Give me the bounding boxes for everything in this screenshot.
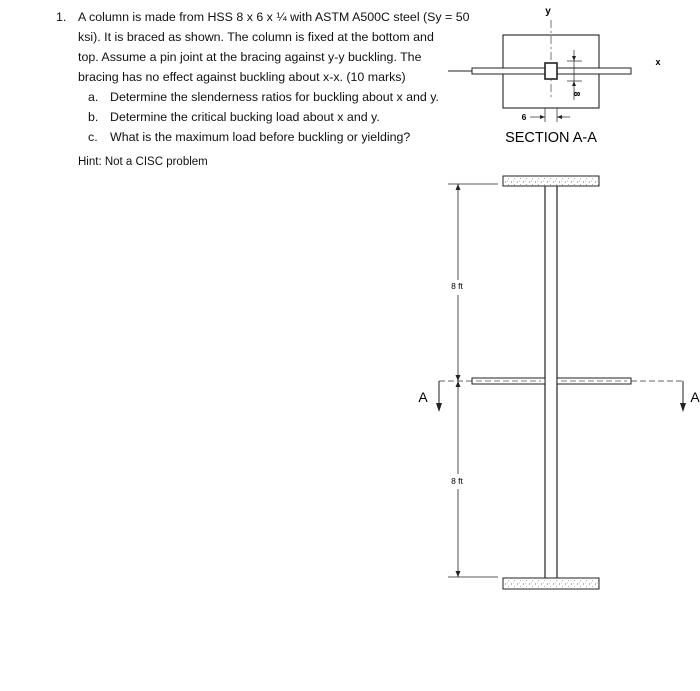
cut-label-left: A: [418, 389, 428, 405]
stem-line: ksi). It is braced as shown. The column is fixed at the bottom and: [78, 30, 434, 44]
depth-label: 8: [572, 91, 582, 97]
part-text: Determine the critical bucking load about x and y.: [110, 110, 380, 124]
lower-length-label: 8 ft: [451, 476, 463, 486]
stem-line: top. Assume a pin joint at the bracing against y-y buckling. The: [78, 50, 422, 64]
upper-length-label: 8 ft: [451, 281, 463, 291]
cut-arrow-left: [436, 403, 442, 412]
stem-line: A column is made from HSS 8 x 6 x ¼ with ASTM A500C steel (Sy = 50: [78, 10, 470, 24]
part-label: c.: [88, 130, 98, 144]
question-number: 1.: [56, 10, 67, 24]
x-axis-label: x: [655, 57, 661, 67]
stem-line: bracing has no effect against buckling about x-x. (10 marks): [78, 70, 406, 84]
hss-section: [545, 63, 557, 79]
y-axis-label: y: [545, 6, 551, 17]
part-text: What is the maximum load before buckling or yielding?: [110, 130, 411, 144]
elevation-view: [418, 176, 700, 589]
hint-text: Hint: Not a CISC problem: [78, 156, 208, 168]
part-text: Determine the slenderness ratios for buckling about x and y.: [110, 90, 439, 104]
part-label: b.: [88, 110, 99, 124]
bottom-fixed-support: [503, 578, 599, 589]
part-label: a.: [88, 90, 99, 104]
section-view: [448, 6, 661, 146]
width-label: 6: [521, 112, 527, 122]
cut-arrow-right: [680, 403, 686, 412]
section-title: SECTION A-A: [505, 130, 597, 146]
top-fixed-support: [503, 176, 599, 186]
cut-label-right: A: [690, 389, 700, 405]
